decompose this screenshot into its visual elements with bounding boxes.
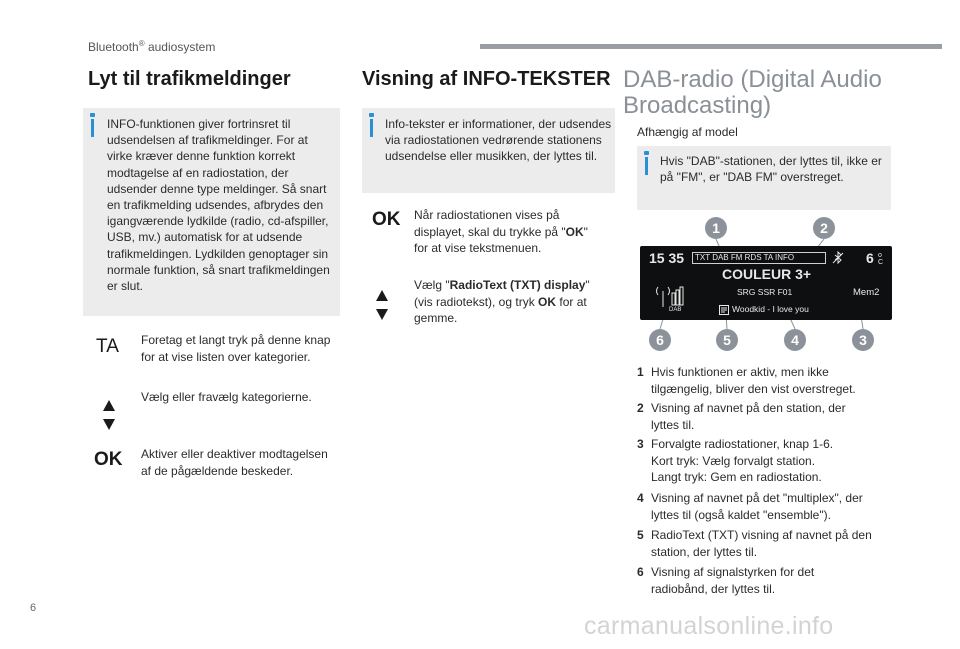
callout-6: 6	[649, 329, 671, 351]
info-icon	[645, 157, 648, 175]
preset-memory: Mem2	[853, 287, 880, 298]
info-note-text: INFO-funktionen giver fortrinsret til udsendelsen af trafikmeldinger. For at virke kræver denne funktion korrekt modtagelse af en radiostation, der udsender denne type meldinger. Så snart en trafikmelding udsendes, afbrydes den igangværende lydkilde (radio, cd-afspiller, USB, mv.) automatisk for at udsende trafikmeldingen. Lydkilden genoptager sin normale funktion, så snart trafikmeldingen er slut.	[107, 117, 330, 294]
arrow-up-icon	[376, 290, 388, 301]
watermark: carmanualsonline.info	[584, 612, 834, 640]
info-note-dab	[637, 146, 891, 210]
section-header	[88, 39, 215, 54]
dab-radio-display	[640, 246, 892, 320]
clock-time: 15 35	[649, 250, 685, 266]
info-note-infotext	[362, 108, 615, 193]
band-label: DAB	[669, 307, 682, 313]
info-icon-dot	[90, 113, 95, 117]
status-indicators: TXT DAB FM RDS TA INFO	[692, 252, 826, 264]
callout-4: 4	[784, 329, 806, 351]
multiplex-name: SRG SSR F01	[737, 287, 793, 297]
station-name: COULEUR 3+	[722, 266, 812, 282]
info-note-text: Hvis "DAB"-stationen, der lyttes til, ikke er på "FM", er "DAB FM" overstreget.	[660, 154, 882, 185]
ok-button-symbol: OK	[372, 209, 401, 230]
ta-description: Foretag et langt tryk på denne knap for at vise listen over kategorier.	[141, 333, 331, 364]
title-info-texts: Visning af INFO-TEKSTER	[362, 68, 611, 90]
ta-button-symbol: TA	[96, 336, 119, 357]
info-note-text: Info-tekster er informationer, der udsendes via radiostationen vedrørende stationens udsendelse eller musikken, der lyttes til.	[385, 117, 612, 164]
title-dab-radio: DAB-radio (Digital Audio Broadcasting)	[623, 66, 882, 119]
ok-button-symbol: OK	[94, 449, 123, 470]
callout-1: 1	[705, 217, 727, 239]
info-icon-dot	[369, 113, 374, 117]
section-header-rest: audiosystem	[144, 40, 216, 54]
info-icon	[91, 119, 94, 137]
ok-infotext-description: Når radiostationen vises på displayet, skal du trykke på "OK" for at vise tekstmenuen.	[414, 208, 588, 255]
info-note-traffic	[83, 108, 340, 316]
arrow-down-icon	[103, 419, 115, 430]
bluetooth-muted-icon	[831, 251, 845, 265]
radiotext-icon	[719, 305, 729, 315]
temperature-unit: o C	[878, 252, 884, 266]
arrows-description: Vælg eller fravælg kategorierne.	[141, 390, 312, 404]
radiotext-line: Woodkid - I love you	[732, 304, 809, 314]
header-divider-bar	[480, 44, 942, 49]
outside-temperature: 6	[866, 250, 874, 266]
callout-3: 3	[852, 329, 874, 351]
page-number: 6	[30, 602, 37, 614]
ok-description: Aktiver eller deaktiver modtagelsen af de pågældende beskeder.	[141, 447, 328, 478]
arrow-up-icon	[103, 400, 115, 411]
callout-2: 2	[813, 217, 835, 239]
registered-mark: ®	[138, 39, 145, 48]
section-header-text: Bluetooth	[88, 40, 139, 54]
arrow-down-icon	[376, 309, 388, 320]
model-dependency-note: Afhængig af model	[637, 125, 738, 139]
radiotext-select-description: Vælg "RadioText (TXT) display" (vis radiotekst), og tryk OK for at gemme.	[414, 278, 590, 325]
callout-5: 5	[716, 329, 738, 351]
title-traffic-announcements: Lyt til trafikmeldinger	[88, 68, 291, 90]
info-icon	[370, 119, 373, 137]
info-icon-dot	[644, 151, 649, 155]
